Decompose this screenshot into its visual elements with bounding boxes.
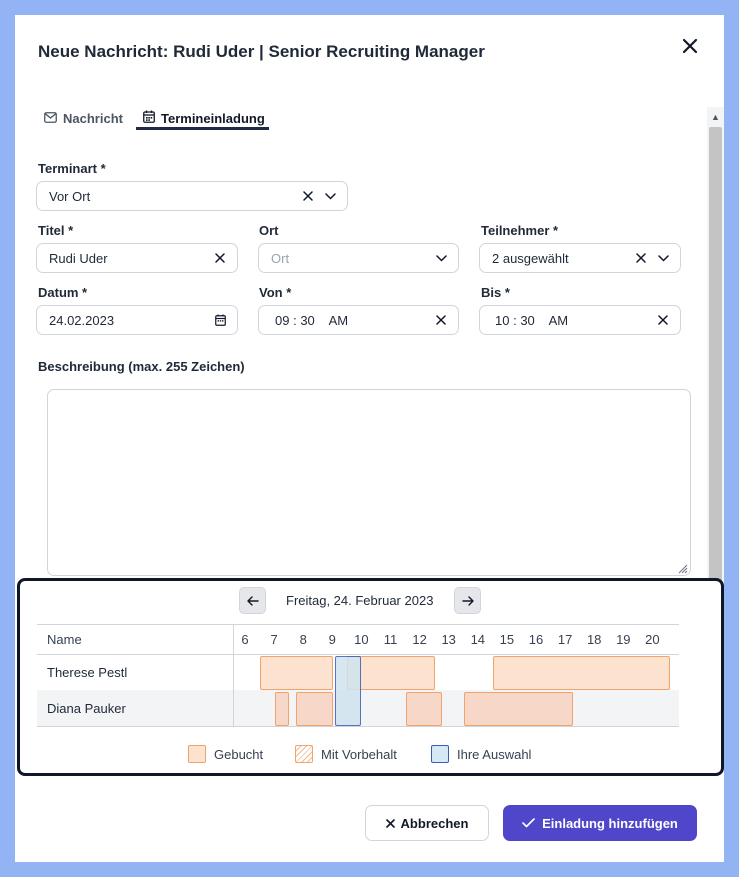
bis-ampm[interactable]: AM [548,312,569,328]
close-icon[interactable] [679,36,701,58]
tentative-swatch [295,745,313,763]
calendar-icon [143,110,155,126]
titel-input[interactable] [36,243,238,273]
new-message-dialog [15,15,724,862]
clear-icon[interactable] [656,313,670,327]
booked-block [406,692,442,726]
tab-nachricht[interactable] [44,105,123,131]
hour-label: 15 [499,632,515,647]
resize-handle-icon[interactable] [676,561,688,573]
selection-swatch [431,745,449,763]
hour-label: 17 [557,632,573,647]
von-hour[interactable]: 09 [275,312,290,328]
hour-label: 7 [270,632,278,647]
hour-label: 12 [412,632,427,647]
chevron-down-icon[interactable] [656,251,670,265]
datum-value: 24.02.2023 [49,312,115,328]
hour-label: 13 [441,632,456,647]
hour-label: 10 [354,632,369,647]
hour-label: 6 [241,632,249,647]
calendar-icon[interactable] [213,313,227,327]
participant-name: Diana Pauker [47,701,126,716]
booked-block [464,692,573,726]
von-time-input[interactable]: 09 : 30 AM [258,305,459,335]
hour-label: 18 [586,632,602,647]
bis-time-input[interactable]: 10 : 30 AM [479,305,681,335]
booked-block [260,656,333,690]
ort-label: Ort [259,223,279,238]
cancel-label: Abbrechen [400,815,469,831]
beschreibung-label: Beschreibung (max. 255 Zeichen) [38,359,245,374]
add-invitation-label: Einladung hinzufügen [542,815,678,831]
booked-block [296,692,332,726]
name-column-header: Name [47,632,82,647]
hour-label: 19 [616,632,631,647]
booked-block [493,656,671,690]
hour-label: 11 [383,632,398,647]
timeline-blocks [20,581,724,741]
participant-name: Therese Pestl [47,665,128,680]
legend-tentative-label: Mit Vorbehalt [321,746,397,762]
schedule-date: Freitag, 24. Februar 2023 [286,593,434,608]
datum-input[interactable] [36,305,238,335]
hour-label: 16 [528,632,544,647]
datum-label: Datum * [38,285,88,300]
bis-hour[interactable]: 10 [495,312,510,328]
booked-swatch [188,745,206,763]
von-minute[interactable]: 30 [300,312,315,328]
cancel-button[interactable] [365,805,489,841]
add-invitation-button[interactable] [503,805,697,841]
ort-placeholder: Ort [271,250,290,266]
hour-label: 8 [299,632,307,647]
availability-panel [17,578,724,776]
hour-label: 20 [645,632,660,647]
selected-time-block[interactable] [335,656,361,726]
legend-selection [431,745,531,763]
tab-termineinladung-label: Termineinladung [161,110,265,126]
legend-booked [188,745,263,763]
hour-label: 14 [470,632,486,647]
booked-block [275,692,290,726]
legend-selection-label: Ihre Auswahl [457,746,532,762]
beschreibung-textarea[interactable] [47,389,691,576]
titel-label: Titel * [38,223,74,238]
bis-minute[interactable]: 30 [520,312,535,328]
dialog-title: Neue Nachricht: Rudi Uder | Senior Recruiting Manager [38,42,485,61]
clear-icon[interactable] [301,189,315,203]
clear-icon[interactable] [434,313,448,327]
teilnehmer-select[interactable] [479,243,681,273]
check-icon [522,816,535,831]
terminart-value: Vor Ort [49,188,91,204]
hour-label: 9 [328,632,336,647]
teilnehmer-value: 2 ausgewählt [492,250,569,266]
close-icon [386,816,395,831]
chevron-down-icon[interactable] [323,189,337,203]
terminart-select[interactable] [36,181,348,211]
bis-label: Bis * [481,285,510,300]
legend-booked-label: Gebucht [214,746,264,762]
scroll-up-icon[interactable]: ▲ [711,112,720,122]
active-tab-indicator [136,127,269,130]
terminart-label: Terminart * [38,161,106,176]
von-label: Von * [259,285,292,300]
clear-icon[interactable] [634,251,648,265]
legend-tentative [295,745,397,763]
mail-icon [44,111,57,126]
clear-icon[interactable] [213,251,227,265]
teilnehmer-label: Teilnehmer * [481,223,559,238]
chevron-down-icon[interactable] [434,251,448,265]
titel-value: Rudi Uder [49,250,108,266]
von-ampm[interactable]: AM [328,312,349,328]
tab-nachricht-label: Nachricht [63,110,123,126]
ort-select[interactable] [258,243,459,273]
